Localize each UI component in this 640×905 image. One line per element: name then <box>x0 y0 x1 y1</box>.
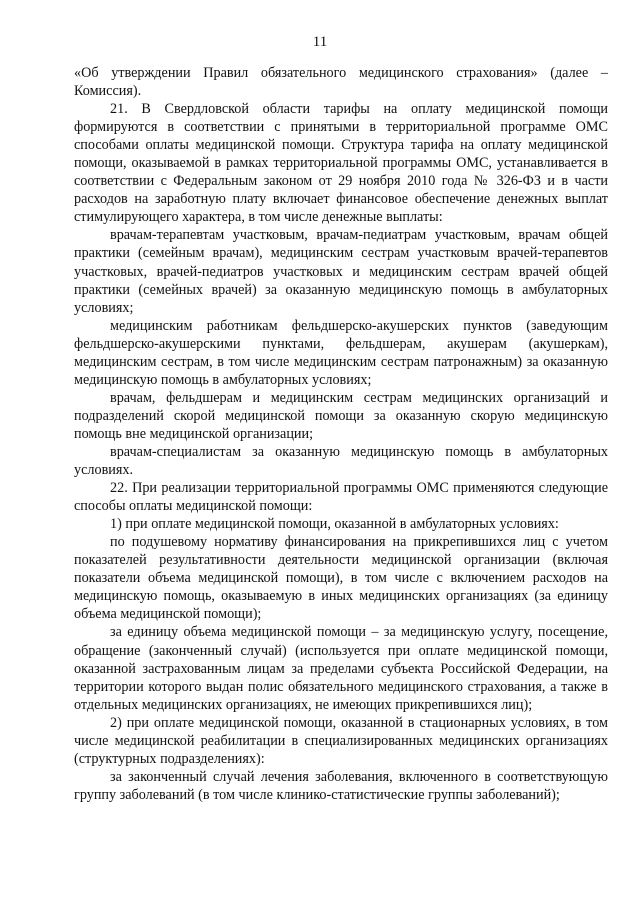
paragraph: медицинским работникам фельдшерско-акушерских пунктов (заведующим фельдшерско-акушерскими пунктами, фельдшерам, акушерам (акушеркам), медицинским сестрам, в том числе медицинским сестрам патронажным) за оказанную медицинскую помощь в амбулаторных условиях; <box>74 317 608 388</box>
paragraph: по подушевому нормативу финансирования на прикрепившихся лиц с учетом показателей результативности деятельности медицинской организации (включая показатели объема медицинской помощи), в том числе с включением расходов на медицинскую помощь, оказываемую в иных медицинских организациях (за единицу объема медицинской помощи); <box>74 534 608 623</box>
paragraph: 1) при оплате медицинской помощи, оказанной в амбулаторных условиях: <box>110 516 559 533</box>
paragraph: 2) при оплате медицинской помощи, оказанной в стационарных условиях, в том числе медицинской реабилитации в специализированных медицинских организациях (структурных подразделениях): <box>74 714 608 767</box>
page-number: 11 <box>312 34 328 50</box>
document-body <box>74 64 608 804</box>
paragraph: «Об утверждении Правил обязательного медицинского страхования» (далее – Комиссия). <box>74 65 608 100</box>
paragraph: врачам-терапевтам участковым, врачам-педиатрам участковым, врачам общей практики (семейным врачам), медицинским сестрам участковым врачей-терапевтов участковых, врачей-педиатров участковых и медицинским сестрам врачей общей практики (семейных врачей) за оказанную медицинскую помощь в амбулаторных условиях; <box>74 227 608 316</box>
paragraph: за единицу объема медицинской помощи – за медицинскую услугу, посещение, обращение (законченный случай) (используется при оплате медицинской помощи, оказанной застрахованным лицам за пределами субъекта Российской Федерации, на территории которого выдан полис обязательного медицинского страхования, а также в отдельных медицинских организациях, не имеющих прикрепившихся лиц); <box>74 624 608 713</box>
paragraph: за законченный случай лечения заболевания, включенного в соответствующую группу заболеваний (в том числе клинико-статистические группы заболеваний); <box>74 768 608 803</box>
paragraph: врачам-специалистам за оказанную медицинскую помощь в амбулаторных условиях. <box>74 443 608 479</box>
paragraph: 21. В Свердловской области тарифы на оплату медицинской помощи формируются в соответствии с принятыми в территориальной программе ОМС способами оплаты медицинской помощи. Структура тарифа на оплату медицинской помощи, оказываемой в рамках территориальной программы ОМС, устанавливается в соответствии с Федеральным законом от 29 ноября 2010 года № 326-ФЗ и в части расходов на заработную плату включает финансовое обеспечение денежных выплат стимулирующего характера, в том числе денежные выплаты: <box>74 101 608 226</box>
paragraph: 22. При реализации территориальной программы ОМС применяются следующие способы оплаты медицинской помощи: <box>74 480 608 515</box>
paragraph: врачам, фельдшерам и медицинским сестрам медицинских организаций и подразделений скорой медицинской помощи за оказанную скорую медицинскую помощь вне медицинской организации; <box>74 389 608 442</box>
